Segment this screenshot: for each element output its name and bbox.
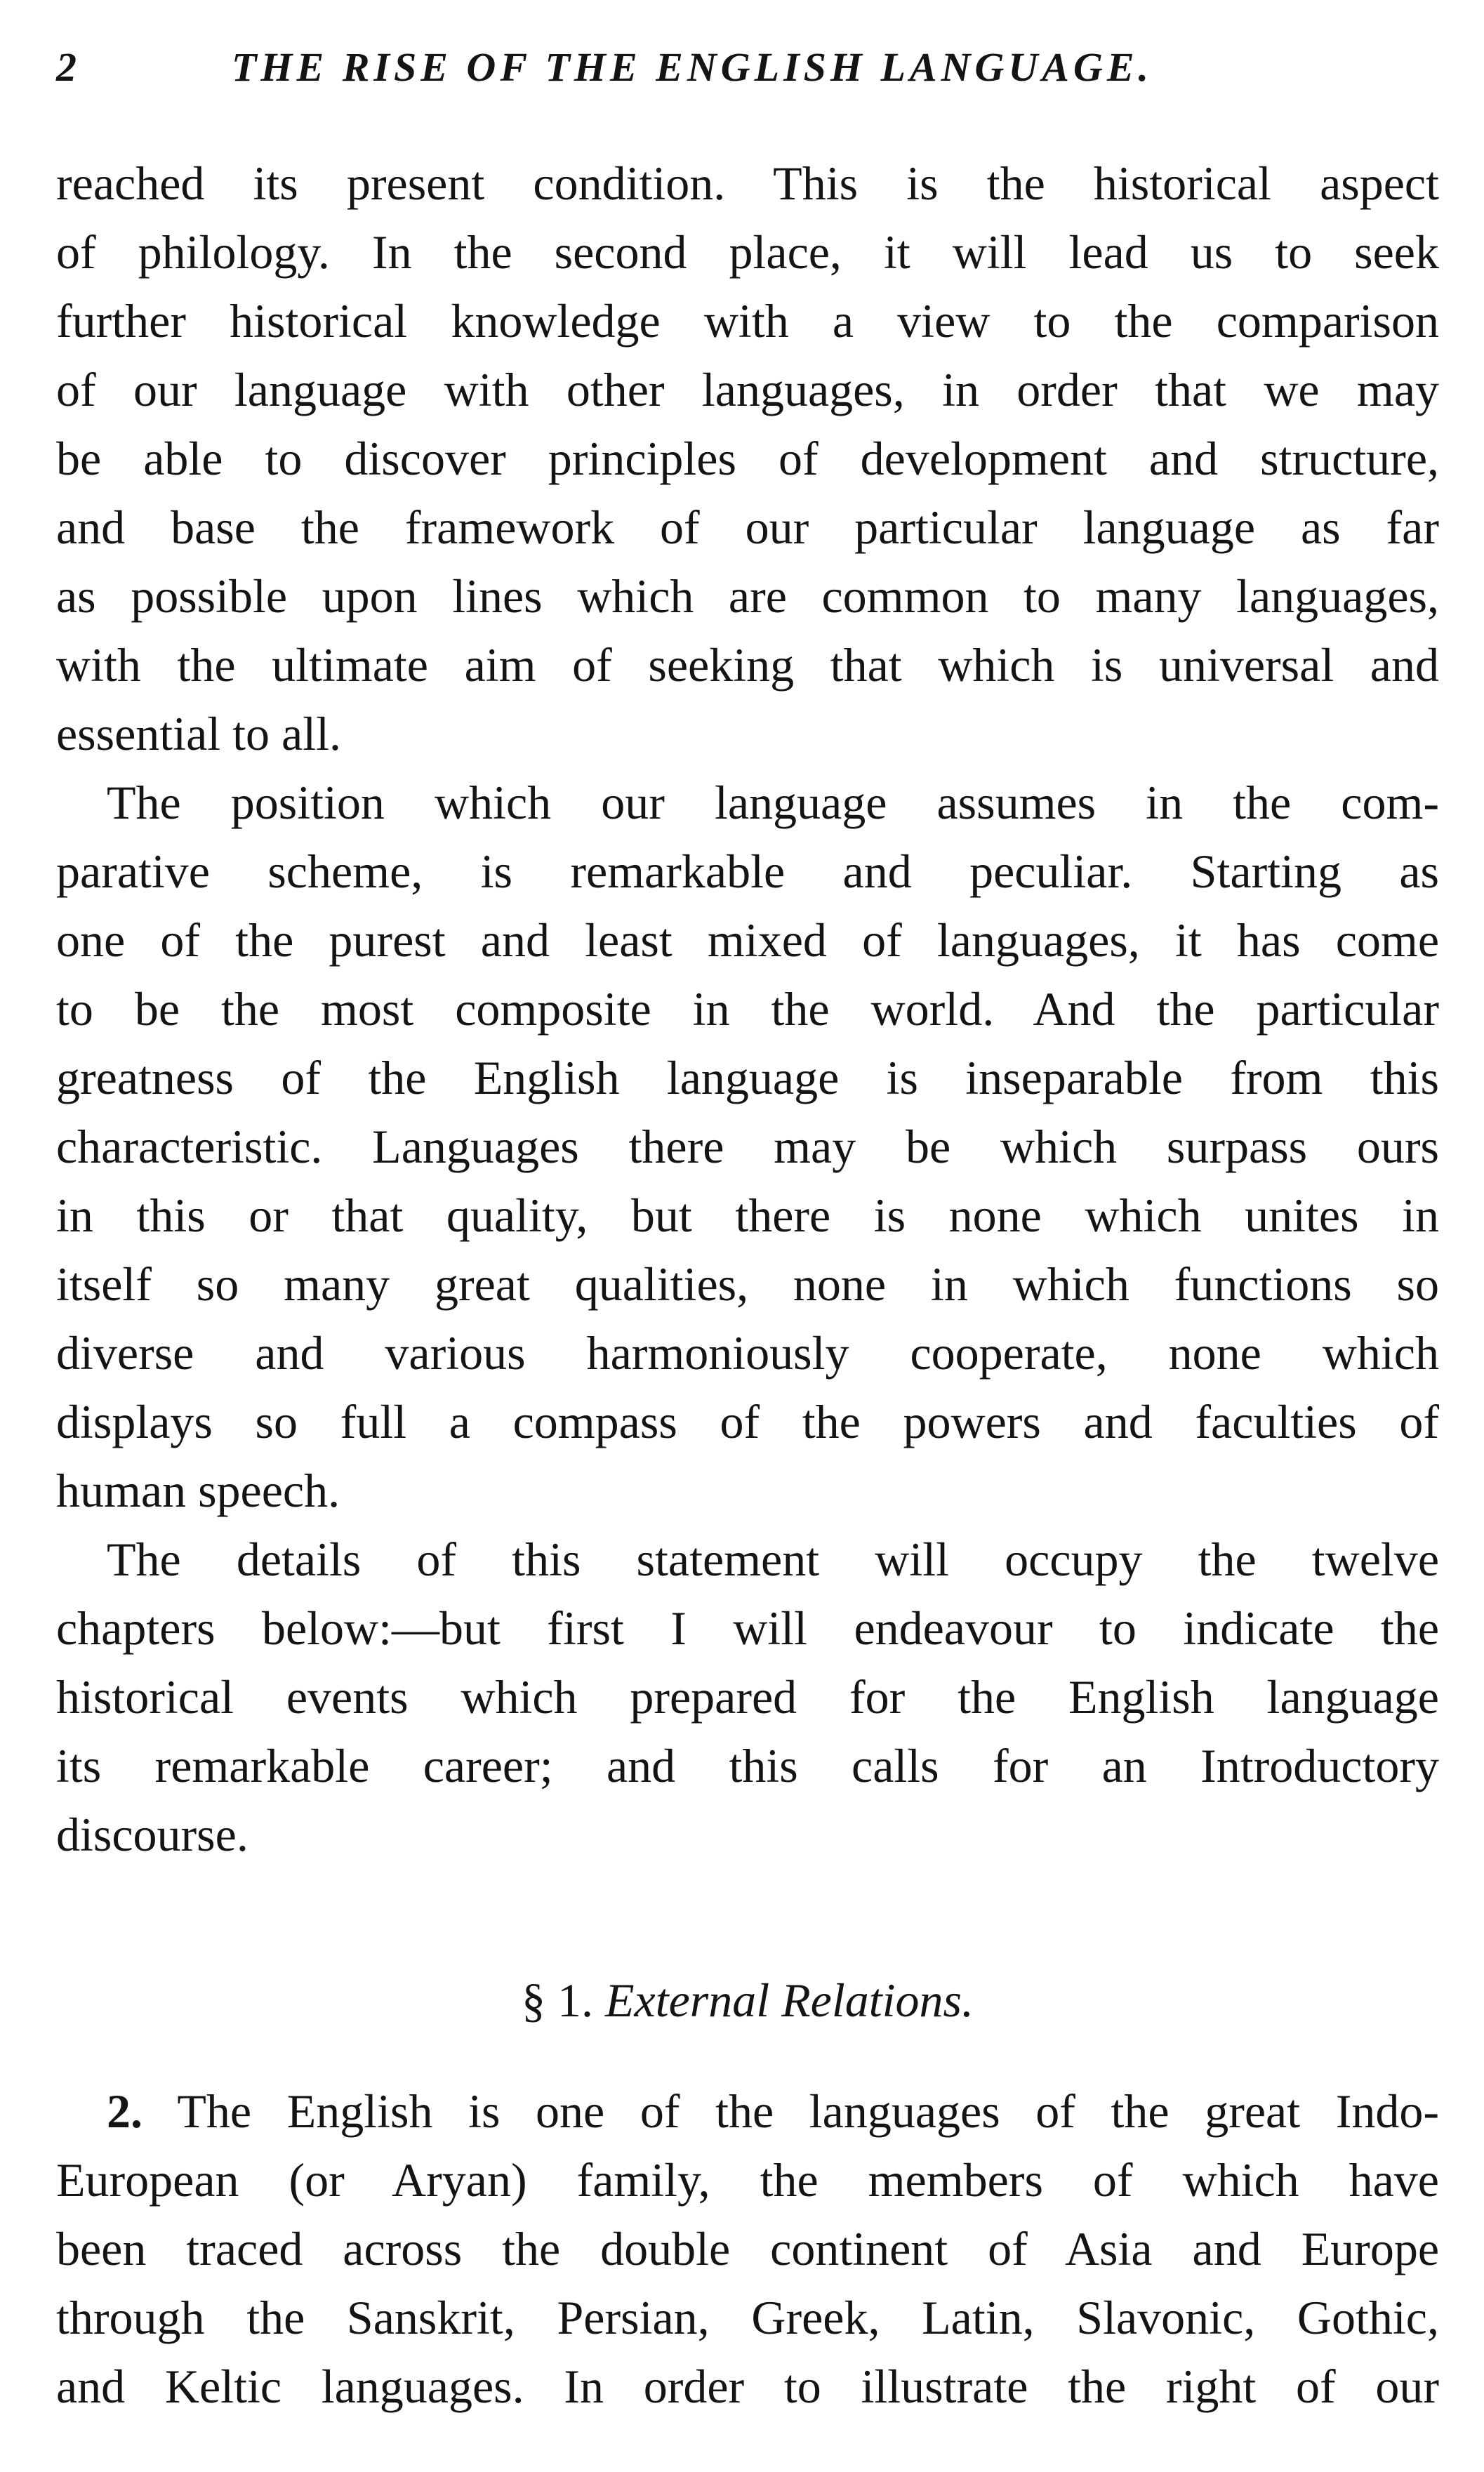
text-line: discourse.: [56, 1808, 249, 1861]
text-line: itself so many great qualities, none in which functions so: [56, 1257, 1439, 1311]
text-line: The position which our language assumes in the com-: [107, 776, 1439, 829]
text-line: greatness of the English language is inseparable from this: [56, 1051, 1439, 1104]
paragraph-continued: [56, 149, 1439, 768]
text-line: with the ultimate aim of seeking that which is universal and: [56, 638, 1439, 692]
text-line: diverse and various harmoniously cooperate, none which: [56, 1326, 1439, 1380]
page-number: 2: [56, 44, 77, 90]
text-line: human speech.: [56, 1464, 340, 1517]
section-title: External Relations.: [604, 1974, 974, 2027]
paragraph-number: 2.: [107, 2084, 143, 2138]
paragraph-details: [56, 1525, 1439, 1869]
section-mark: § 1.: [521, 1974, 593, 2027]
text-line: European (or Aryan) family, the members of which have: [56, 2153, 1439, 2207]
text-line: its remarkable career; and this calls for an Introductory: [56, 1739, 1439, 1792]
running-head: [56, 44, 1439, 100]
paragraph-position: [56, 768, 1439, 1525]
text-line: of our language with other languages, in order that we may: [56, 363, 1439, 416]
text-line: in this or that quality, but there is none which unites in: [56, 1189, 1439, 1242]
text-line: essential to all.: [56, 707, 342, 760]
text-line: parative scheme, is remarkable and peculiar. Starting as: [56, 845, 1439, 898]
text-line: to be the most composite in the world. And the particular: [56, 982, 1439, 1036]
text-line: of philology. In the second place, it will lead us to seek: [56, 225, 1439, 279]
text-line: [56, 2077, 1439, 2146]
text-line: The details of this statement will occupy the twelve: [107, 1533, 1439, 1586]
text-line: historical events which prepared for the English language: [56, 1670, 1439, 1724]
text-line: further historical knowledge with a view to the comparison: [56, 294, 1439, 348]
text-line-content: The English is one of the languages of the great Indo-: [177, 2084, 1439, 2138]
text-line: one of the purest and least mixed of languages, it has come: [56, 913, 1439, 967]
text-line: and Keltic languages. In order to illustrate the right of our: [56, 2360, 1439, 2413]
paragraph-numbered: [56, 2077, 1439, 2421]
text-line: through the Sanskrit, Persian, Greek, Latin, Slavonic, Gothic,: [56, 2291, 1439, 2344]
text-line: as possible upon lines which are common to many languages,: [56, 569, 1439, 623]
text-line: chapters below:—but first I will endeavour to indicate the: [56, 1601, 1439, 1655]
text-line: and base the framework of our particular language as far: [56, 501, 1439, 554]
text-line: reached its present condition. This is the historical aspect: [56, 157, 1439, 210]
text-line: displays so full a compass of the powers and faculties of: [56, 1395, 1439, 1448]
running-title: THE RISE OF THE ENGLISH LANGUAGE.: [232, 44, 1153, 90]
text-line: be able to discover principles of development and structure,: [56, 432, 1439, 485]
section-heading: [56, 1966, 1439, 2035]
text-line: characteristic. Languages there may be which surpass ours: [56, 1120, 1439, 1173]
text-line: been traced across the double continent of Asia and Europe: [56, 2222, 1439, 2275]
